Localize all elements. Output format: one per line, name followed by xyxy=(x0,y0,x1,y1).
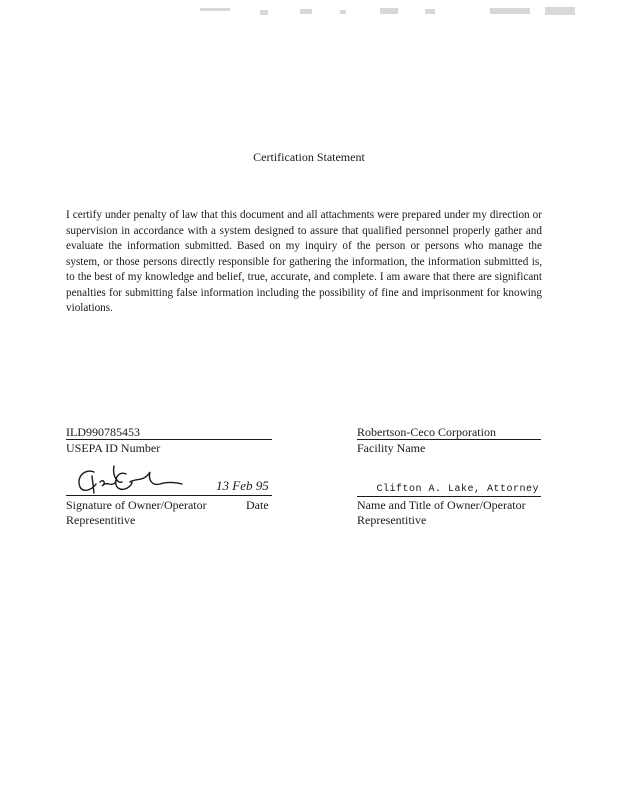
date-label-field xyxy=(246,498,269,513)
signature-date-value xyxy=(216,478,269,494)
name-title-value: Clifton A. Lake, Attorney xyxy=(357,484,541,497)
name-title-field xyxy=(357,484,541,528)
usepa-id-label: USEPA ID Number xyxy=(66,441,161,455)
right-representative-label: Representitive xyxy=(357,513,427,527)
date-value: 13 Feb 95 xyxy=(216,478,269,493)
left-representative-label: Representitive xyxy=(66,513,136,527)
facility-name-label: Facility Name xyxy=(357,441,426,455)
facility-field xyxy=(357,426,541,456)
scan-artifact xyxy=(190,4,590,18)
page-title: Certification Statement xyxy=(253,150,365,164)
handwritten-signature xyxy=(70,462,210,496)
name-title-label: Name and Title of Owner/Operator xyxy=(357,498,526,512)
date-label: Date xyxy=(246,498,269,512)
usepa-id-field xyxy=(66,426,272,456)
signature-label: Signature of Owner/Operator xyxy=(66,498,207,512)
certification-body: I certify under penalty of law that this document and all attachments were prepared under my direction or supervision in accordance with a system designed to assure that qualified personnel properly gather and evaluate the information submitted. Based on my inquiry of the person or persons who manage the system, or those persons directly responsible for gathering the information, the information submitted is, to the best of my knowledge and belief, true, accurate, and complete. I am aware that there are significant penalties for submitting false information including the possibility of fine and imprisonment for knowing violations. xyxy=(66,209,542,314)
facility-name-value: Robertson-Ceco Corporation xyxy=(357,426,541,440)
usepa-id-value: ILD990785453 xyxy=(66,426,272,440)
signature-line xyxy=(66,495,272,496)
